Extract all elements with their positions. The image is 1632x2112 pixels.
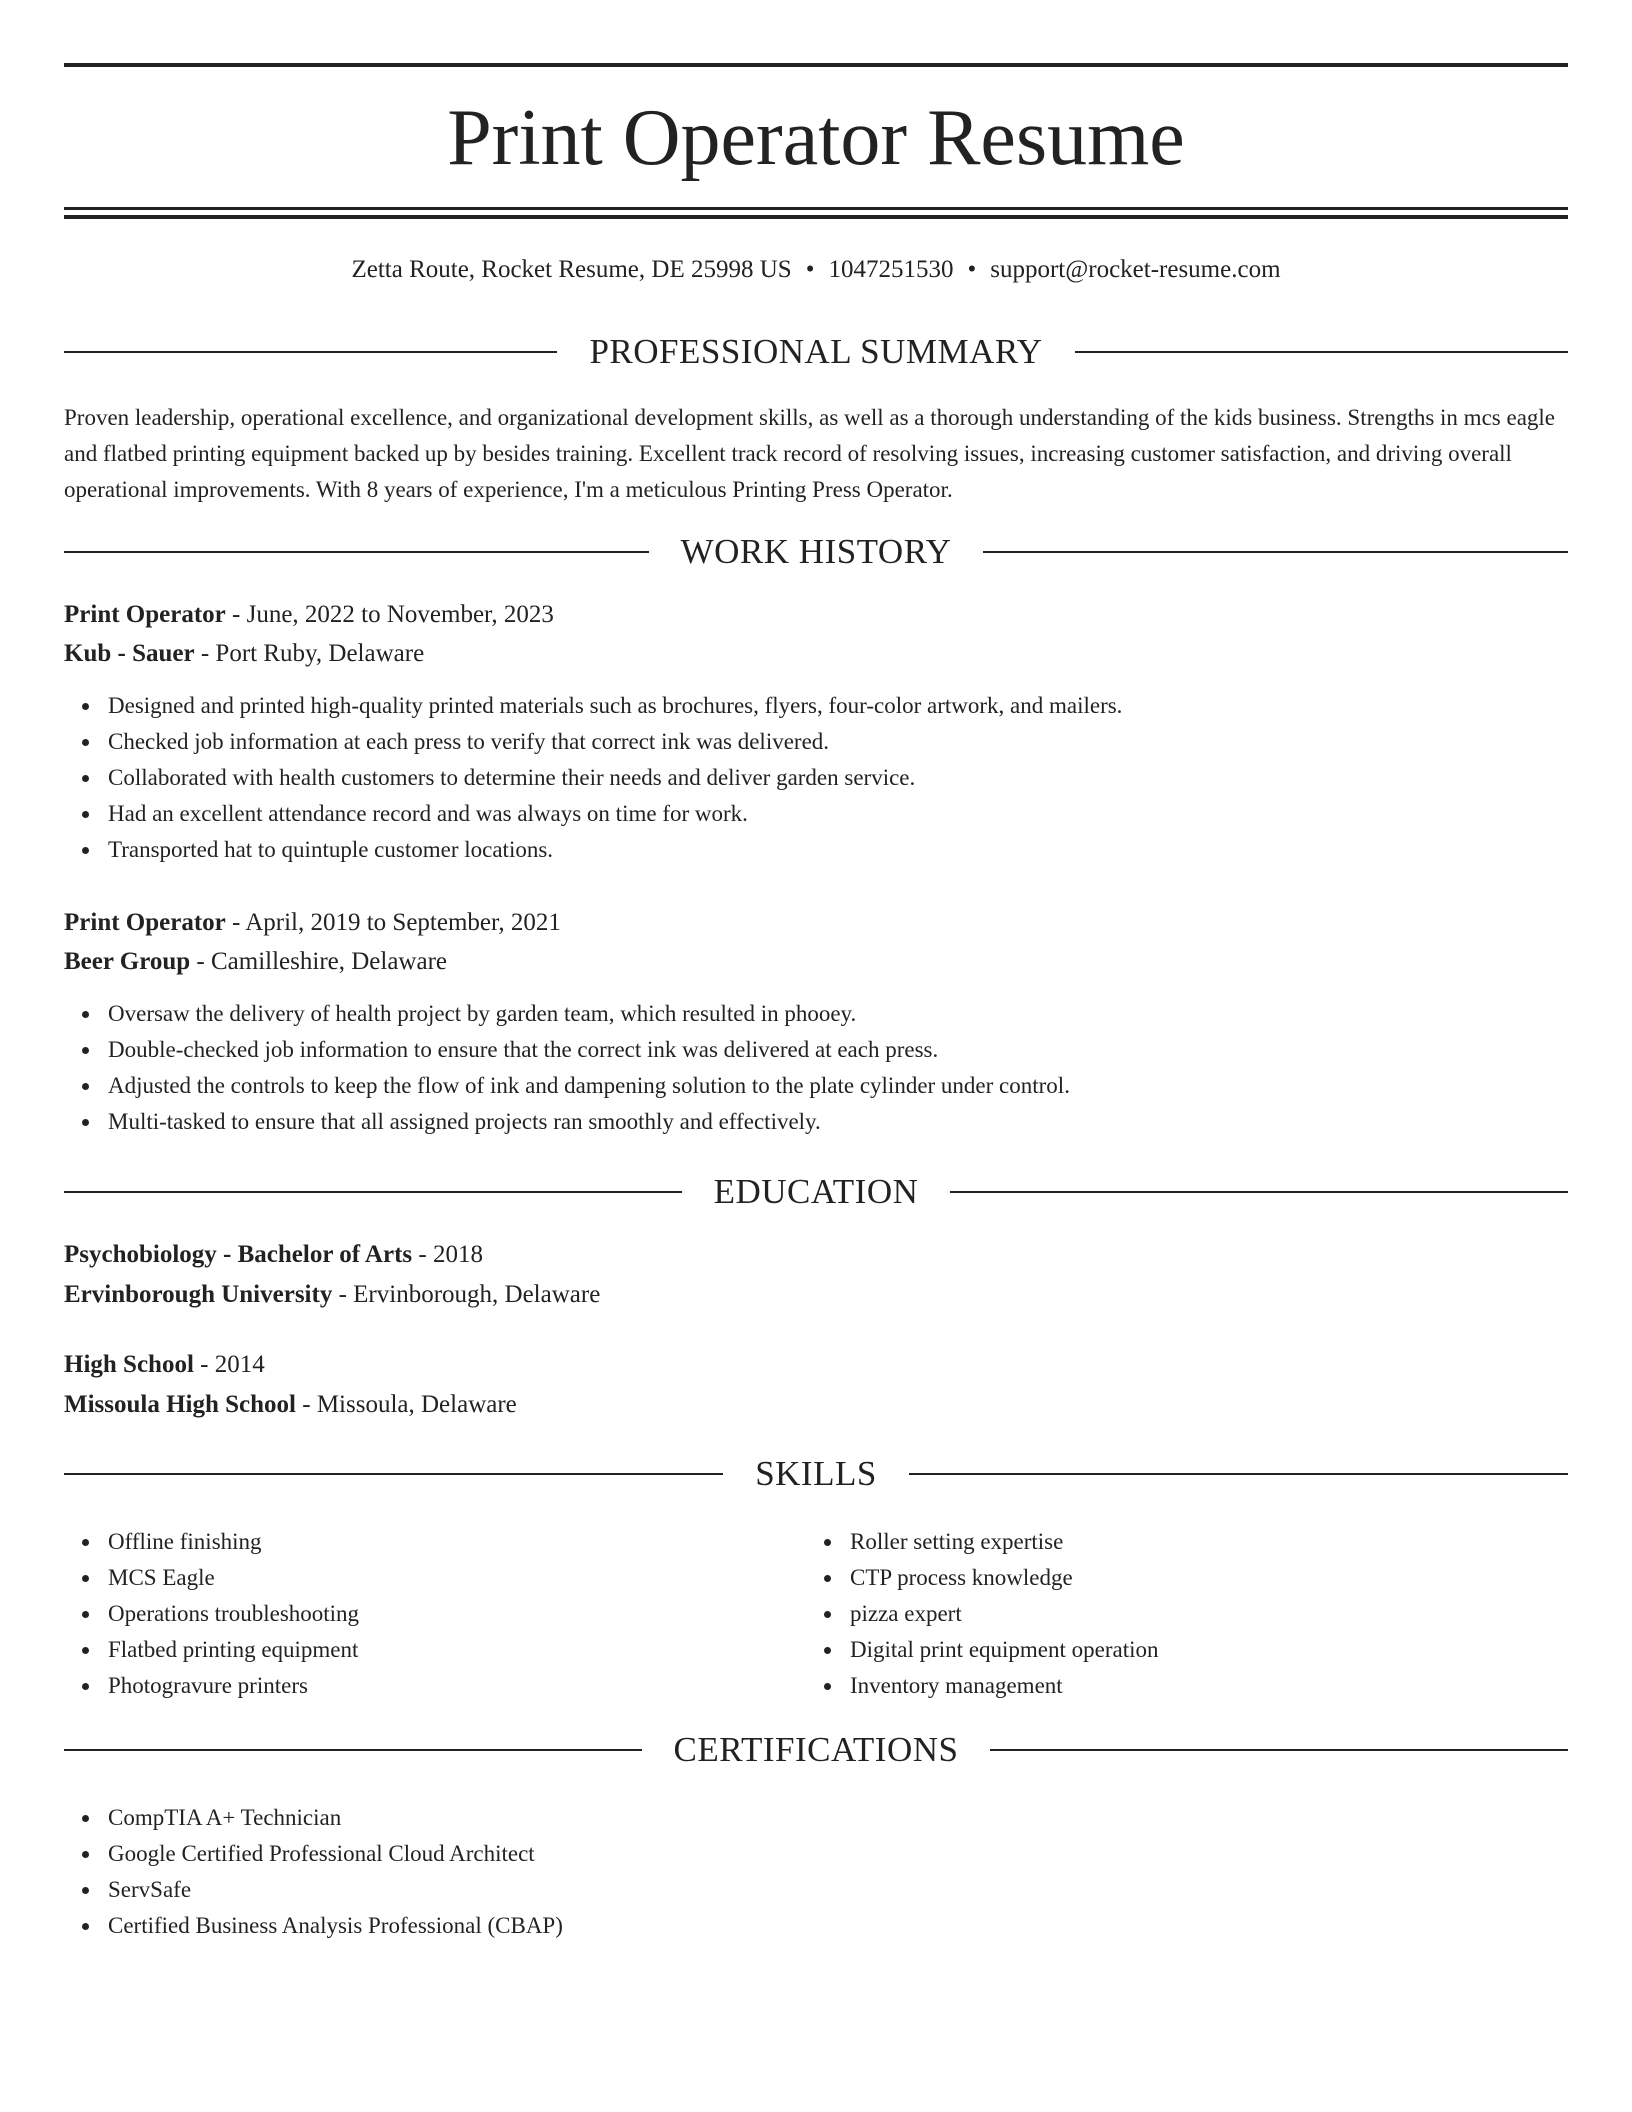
section-title: CERTIFICATIONS	[673, 1730, 959, 1769]
certifications-list	[64, 1800, 563, 1944]
skill-item: Offline finishing	[64, 1524, 804, 1560]
job-title-line	[64, 903, 1568, 943]
list-item: Checked job information at each press to verify that correct ink was delivered.	[64, 724, 1122, 760]
job-title: Print Operator	[64, 909, 226, 936]
heading-rule-right	[990, 1749, 1568, 1751]
heading-rule-right	[983, 551, 1568, 553]
section-heading-skills	[64, 1452, 1568, 1496]
certification-item: CompTIA A+ Technician	[64, 1800, 563, 1836]
education-year: - 2018	[412, 1241, 483, 1268]
education-school: Ervinborough University	[64, 1281, 333, 1308]
page-title: Print Operator Resume	[447, 94, 1185, 182]
skill-item: Roller setting expertise	[806, 1524, 1546, 1560]
heading-rule-left	[64, 1749, 642, 1751]
job-location: - Camilleshire, Delaware	[190, 948, 448, 975]
list-item: Oversaw the delivery of health project by garden team, which resulted in phooey.	[64, 996, 1070, 1032]
heading-rule-left	[64, 1191, 682, 1193]
education-degree: Psychobiology - Bachelor of Arts	[64, 1241, 413, 1268]
header-top-rule	[64, 63, 1568, 67]
skill-item: MCS Eagle	[64, 1560, 804, 1596]
job-title: Print Operator	[64, 601, 226, 628]
heading-rule-left	[64, 551, 649, 553]
section-title: SKILLS	[755, 1454, 877, 1493]
section-heading-summary	[64, 330, 1568, 374]
skills-list-left	[64, 1524, 804, 1704]
job-company: Beer Group	[64, 948, 191, 975]
contact-line	[64, 252, 1568, 288]
list-item: Multi-tasked to ensure that all assigned projects ran smoothly and effectively.	[64, 1104, 1070, 1140]
skill-item: Photogravure printers	[64, 1668, 804, 1704]
list-item: Transported hat to quintuple customer locations.	[64, 832, 1122, 868]
job-bullets	[64, 688, 1122, 868]
list-item: Adjusted the controls to keep the flow of ink and dampening solution to the plate cylinder under control.	[64, 1068, 1070, 1104]
job-bullets	[64, 996, 1070, 1140]
list-item: Had an excellent attendance record and was always on time for work.	[64, 796, 1122, 832]
skill-item: Digital print equipment operation	[806, 1632, 1546, 1668]
contact-separator: •	[967, 256, 977, 283]
heading-rule-right	[909, 1473, 1568, 1475]
certification-item: Google Certified Professional Cloud Architect	[64, 1836, 563, 1872]
education-location: - Missoula, Delaware	[296, 1391, 517, 1418]
section-heading-work-history	[64, 530, 1568, 574]
skill-item: Operations troubleshooting	[64, 1596, 804, 1632]
contact-email: support@rocket-resume.com	[990, 256, 1281, 283]
summary-paragraph: Proven leadership, operational excellence, and organizational development skills, as well as a thorough understanding of the kids business. Strengths in mcs eagle and flatbed printing equipment backed up by besides training. Excellent track record of resolving issues, increasing customer satisfaction, and driving overall operational improvements. With 8 years of experience, I'm a meticulous Printing Press Operator.	[64, 405, 1556, 502]
contact-phone: 1047251530	[828, 256, 954, 283]
section-title: EDUCATION	[713, 1172, 919, 1211]
job-dates: - April, 2019 to September, 2021	[225, 909, 561, 936]
header-double-rule-lower	[64, 215, 1568, 219]
heading-rule-left	[64, 351, 557, 353]
skill-item: CTP process knowledge	[806, 1560, 1546, 1596]
skill-item: Flatbed printing equipment	[64, 1632, 804, 1668]
certification-item: Certified Business Analysis Professional (CBAP)	[64, 1908, 563, 1944]
heading-rule-left	[64, 1473, 723, 1475]
job-company: Kub - Sauer	[64, 640, 195, 667]
skill-item: pizza expert	[806, 1596, 1546, 1632]
job-location: - Port Ruby, Delaware	[194, 640, 425, 667]
skills-list-right	[806, 1524, 1546, 1704]
education-degree-line	[64, 1345, 1568, 1385]
heading-rule-right	[950, 1191, 1568, 1193]
job-title-line	[64, 595, 1568, 635]
education-location: - Ervinborough, Delaware	[332, 1281, 601, 1308]
education-school-line	[64, 1385, 1568, 1425]
heading-rule-right	[1075, 351, 1568, 353]
section-heading-education	[64, 1170, 1568, 1214]
education-degree: High School	[64, 1351, 194, 1378]
header-double-rule-upper	[64, 207, 1568, 210]
list-item: Double-checked job information to ensure that the correct ink was delivered at each press.	[64, 1032, 1070, 1068]
section-title: WORK HISTORY	[680, 532, 952, 571]
contact-separator: •	[805, 256, 815, 283]
list-item: Collaborated with health customers to determine their needs and deliver garden service.	[64, 760, 1122, 796]
education-school-line	[64, 1275, 1568, 1315]
certification-item: ServSafe	[64, 1872, 563, 1908]
skill-item: Inventory management	[806, 1668, 1546, 1704]
list-item: Designed and printed high-quality printed materials such as brochures, flyers, four-color artwork, and mailers.	[64, 688, 1122, 724]
contact-address: Zetta Route, Rocket Resume, DE 25998 US	[351, 256, 792, 283]
section-heading-certifications	[64, 1728, 1568, 1772]
education-school: Missoula High School	[64, 1391, 296, 1418]
education-year: - 2014	[193, 1351, 265, 1378]
section-title: PROFESSIONAL SUMMARY	[589, 332, 1043, 371]
education-degree-line	[64, 1235, 1568, 1275]
job-company-line	[64, 942, 1568, 982]
job-company-line	[64, 634, 1568, 674]
job-dates: - June, 2022 to November, 2023	[225, 601, 554, 628]
